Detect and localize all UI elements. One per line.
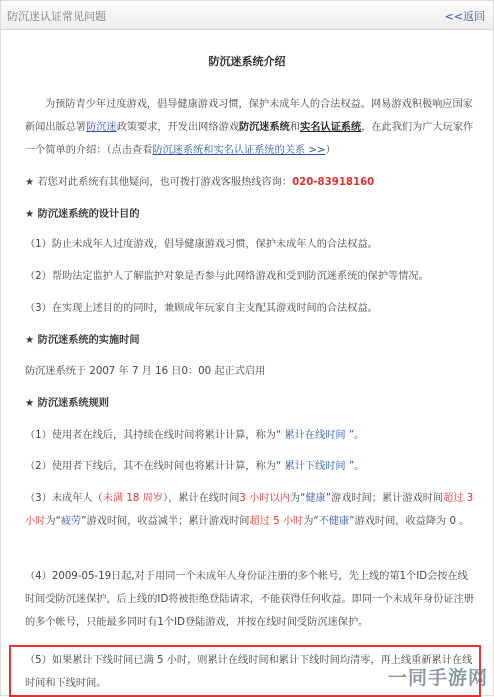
purpose-item: （1）防止未成年人过度游戏，倡导健康游戏习惯，保护未成年人的合法权益。 (25, 239, 378, 250)
rule-term: 健康 (305, 493, 326, 504)
purpose-heading: ★ 防沉迷系统的设计目的 (25, 209, 140, 220)
rule-term: “ 累计在线时间 ” (275, 430, 355, 441)
hotline-paragraph (25, 171, 477, 194)
intro-text: 和 (289, 122, 301, 133)
rule-highlight: 超过 3 小时 (25, 493, 474, 527)
rule-text: 为“ (45, 516, 61, 527)
rule-text: （2）使用者下线后，其不在线时间也将累计计算，称为 (25, 461, 276, 472)
rule-text: ），累计在线时间 (163, 493, 240, 504)
article-title: 防沉迷系统介绍 (208, 55, 286, 68)
top-bar (1, 1, 493, 30)
rule-3 (25, 487, 477, 533)
intro-text: 政策要求，开发出网络游戏 (116, 122, 239, 133)
rule-highlight: 超过 5 小时 (249, 516, 304, 527)
purpose-item: （2）帮助法定监护人了解监护对象是否参与此网络游戏和受到防沉迷系统的保护等情况。 (25, 271, 429, 282)
rule-text: ”游戏时间，收益降为 0 。 (349, 516, 470, 527)
rule-text: 。 (354, 461, 365, 472)
intro-text: 为预防青少年过度游戏，倡导健康游戏习惯，保护未成年人的合法权益。网易游戏积极响应国家新闻出版总署 (25, 99, 473, 133)
rule-5: （5）如果累计下线时间已满 5 小时，则累计在线时间和累计下线时间均清零，再上线重新累计在线时间和下线时间。 (25, 655, 473, 689)
intro-text: ） (325, 145, 336, 156)
rule-text: ”游戏时间，收益减半；累计游戏时间 (81, 516, 250, 527)
relationship-link[interactable]: 防沉迷系统和实名认证系统的关系 >> (152, 145, 326, 156)
rule-term: 不健康 (318, 516, 350, 527)
rule-text: 为“ (289, 493, 306, 504)
implementation-heading: ★ 防沉迷系统的实施时间 (25, 335, 140, 346)
real-name-system-link[interactable]: 实名认证系统 (300, 122, 362, 133)
purpose-item: （3）在实现上述目的的同时，兼顾成年玩家自主支配其游戏时间的合法权益。 (25, 303, 378, 314)
back-link[interactable]: <<返回 (444, 10, 485, 23)
rule-text: 。 (354, 430, 365, 441)
rule-text: 为“ (303, 516, 319, 527)
breadcrumb: 防沉迷认证常见问题 (7, 10, 106, 23)
anti-addiction-link[interactable]: 防沉迷 (86, 122, 117, 133)
implementation-text: 防沉迷系统于 2007 年 7 月 16 日0：00 起正式启用 (25, 366, 266, 377)
rule-text: ”游戏时间；累计游戏时间 (325, 493, 444, 504)
rule-2 (25, 455, 477, 478)
rule-term: “ 累计下线时间 ” (275, 461, 355, 472)
rule-text: （3）未成年人（ (25, 493, 103, 504)
rule-highlight: 3 小时以内 (239, 493, 290, 504)
article-content (1, 29, 493, 695)
hotline-text: ★ 若您对此系统有其他疑问，也可拨打游戏客服热线咨询： (25, 177, 293, 188)
rule-term: 疲劳 (60, 516, 82, 527)
rule-text: （1）使用者在线后，其持续在线时间将累计计算，称为 (25, 430, 276, 441)
system-name: 防沉迷系统 (238, 122, 290, 133)
intro-text: ，在此我们为广大玩家作一个简单的介绍：（点击查看 (25, 122, 474, 156)
rules-heading: ★ 防沉迷系统规则 (25, 398, 109, 409)
site-watermark: 一同手游网 (387, 667, 488, 689)
rule-1 (25, 424, 477, 447)
intro-paragraph (25, 93, 477, 162)
rule-4: （4）2009-05-19日起,对于用同一个未成年人身份证注册的多个帐号，先上线的第1个ID会按在线时间受防沉迷保护，后上线的ID将被拒绝登陆请求，不能获得任何收益。即同一个未成年身份证注册的多个帐号，只能最多同时有1个ID登陆游戏，并按在线时间受防沉迷保护。 (25, 571, 474, 628)
hotline-number: 020-83918160 (292, 177, 375, 188)
rule-highlight: 未满 18 周岁 (102, 493, 163, 504)
